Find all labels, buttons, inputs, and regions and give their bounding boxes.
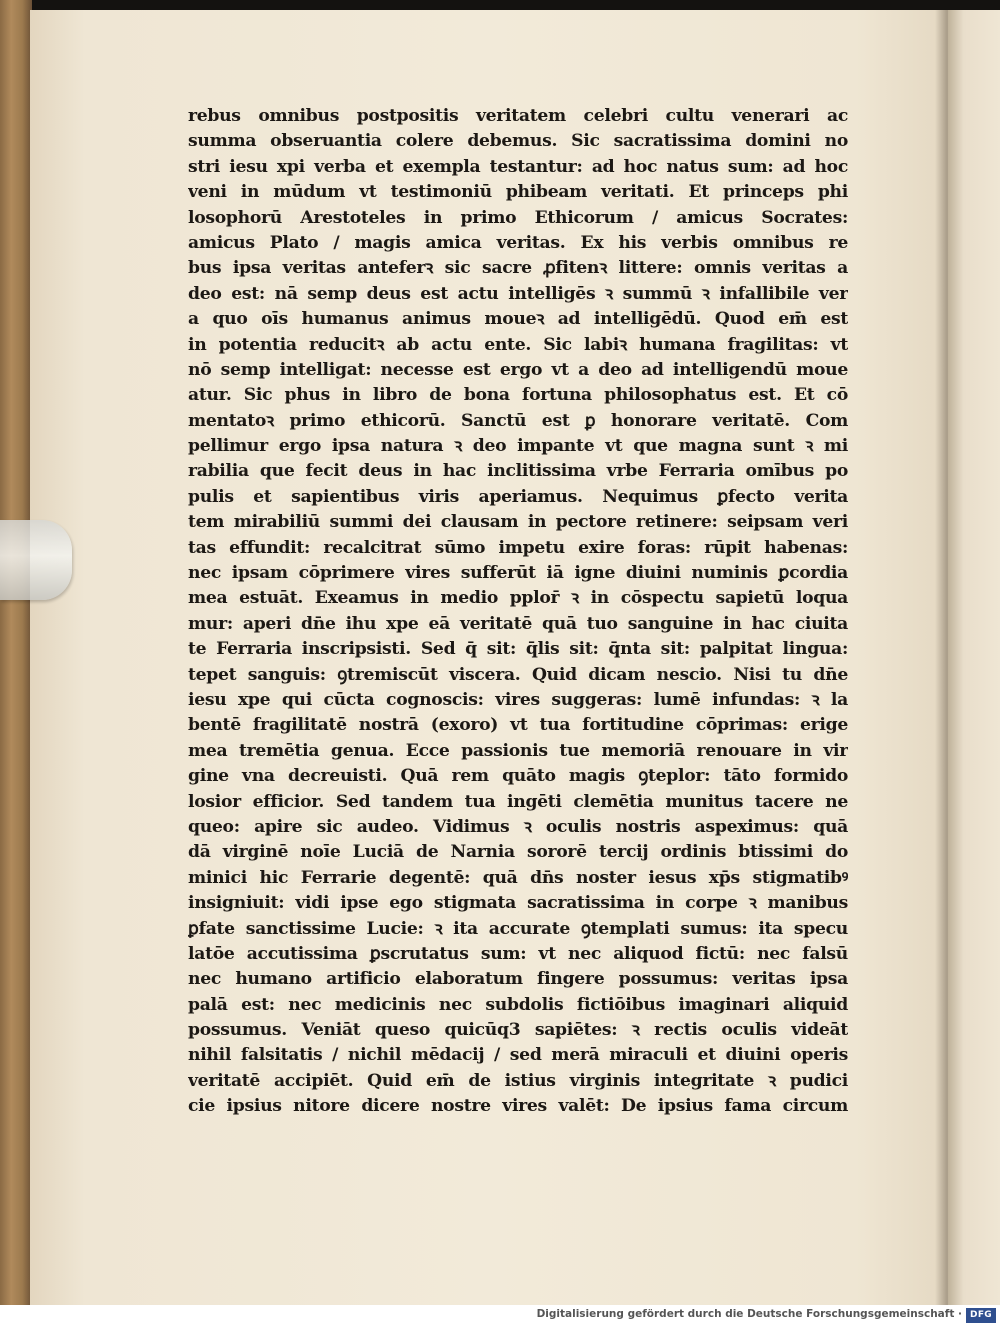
text-line: losophorū Arestoteles in primo Ethicorum / amicus Socrates: [188,207,848,228]
text-line: minici hic Ferrarie degentē: quā dn̄s noster iesus xp̄s stigmatibꝰ [188,867,848,888]
text-line: nō semp intelligat: necesse est ergo vt a deo ad intelligendū moue [188,359,848,380]
text-line: mea estuāt. Exeamus in medio pplor̄ ꝛ in cōspectu sapietū loqua [188,588,848,609]
text-line: nihil falsitatis / nichil mēdacij / sed merā miraculi et diuini operis [188,1045,848,1066]
text-line: bentē fragilitatē nostrā (exoro) vt tua fortitudine cōprimas: erige [188,715,848,736]
text-line: gine vna decreuisti. Quā rem quāto magis ꝯteplor: tāto formido [188,766,848,787]
text-line: te Ferraria inscripsisti. Sed q̄ sit: q̄lis sit: q̄nta sit: palpitat lingua: [188,639,848,660]
text-line: iesu xpe qui cūcta cognoscis: vires suggeras: lumē infundas: ꝛ la [188,689,848,710]
text-line: dā virginē noīe Luciā de Narnia sororē tercij ordinis btissimi do [188,842,848,863]
text-line: latōe accutissima ꝑscrutatus sum: vt nec aliquod fictū: nec falsū [188,943,848,964]
text-line: nec ipsam cōprimere vires sufferūt iā igne diuini numinis ꝑcordia [188,563,848,584]
text-line: veritatē accipiēt. Quid em̄ de istius virginis integritate ꝛ pudici [188,1070,848,1091]
text-line: bus ipsa veritas anteferꝛ sic sacre ꝓfitenꝛ littere: omnis veritas a [188,258,848,279]
text-line: losior efficior. Sed tandem tua ingēti clemētia munitus tacere ne [188,791,848,812]
text-line: nec humano artificio elaboratum fingere possumus: veritas ipsa [188,969,848,990]
text-line: a quo oīs humanus animus moueꝛ ad intelligēdū. Quod em̄ est [188,309,848,330]
text-line: veni in mūdum vt testimoniū phibeam veritati. Et princeps phi [188,182,848,203]
book-cover-edge [0,0,32,1305]
text-line: queo: apire sic audeo. Vidimus ꝛ oculis nostris aspeximus: quā [188,816,848,837]
text-line: atur. Sic phus in libro de bona fortuna philosophatus est. Et cō [188,385,848,406]
text-line: mentatoꝛ primo ethicorū. Sanctū est ꝑ honorare veritatē. Com [188,410,848,431]
text-line: cie ipsius nitore dicere nostre vires valēt: De ipsius fama circum [188,1096,848,1117]
text-line: rabilia que fecit deus in hac inclitissima vrbe Ferraria omībus po [188,461,848,482]
text-line: ꝑfate sanctissime Lucie: ꝛ ita accurate ꝯtemplati sumus: ita specu [188,918,848,939]
text-line: tepet sanguis: ꝯtremiscūt viscera. Quid dicam nescio. Nisi tu dn̄e [188,664,848,685]
text-line: stri iesu xpi verba et exempla testantur: ad hoc natus sum: ad hoc [188,156,848,177]
text-line: deo est: nā semp deus est actu intelligēs ꝛ summū ꝛ infallibile ver [188,283,848,304]
text-line: summa obseruantia colere debemus. Sic sacratissima domini no [188,131,848,152]
text-block [188,104,848,1120]
text-line: palā est: nec medicinis nec subdolis fictiōibus imaginari aliquid [188,994,848,1015]
funding-credit: Digitalisierung gefördert durch die Deutsche Forschungsgemeinschaft · [536,1308,962,1320]
dfg-logo: DFG [966,1308,996,1323]
page-clip [0,520,72,600]
text-line: possumus. Veniāt queso quicūq3 sapiētes: ꝛ rectis oculis videāt [188,1020,848,1041]
text-line: rebus omnibus postpositis veritatem celebri cultu venerari ac [188,106,848,126]
text-line: tem mirabiliū summi dei clausam in pectore retinere: seipsam veri [188,512,848,533]
text-line: in potentia reducitꝛ ab actu ente. Sic labiꝛ humana fragilitas: vt [188,334,848,355]
text-line: mur: aperi dn̄e ihu xpe eā veritatē quā tuo sanguine in hac ciuita [188,613,848,634]
text-line: tas effundit: recalcitrat sūmo impetu exire foras: rūpit habenas: [188,537,848,558]
text-line: amicus Plato / magis amica veritas. Ex his verbis omnibus re [188,232,848,253]
text-line: pulis et sapientibus viris aperiamus. Nequimus ꝑfecto verita [188,486,848,507]
text-line: mea tremētia genua. Ecce passionis tue memoriā renouare in vir [188,740,848,761]
text-line: insigniuit: vidi ipse ego stigmata sacratissima in corpe ꝛ manibus [188,893,848,914]
text-line: pellimur ergo ipsa natura ꝛ deo impante vt que magna sunt ꝛ mi [188,436,848,457]
next-page-edge [948,10,1000,1305]
digitization-footer [0,1305,1000,1327]
